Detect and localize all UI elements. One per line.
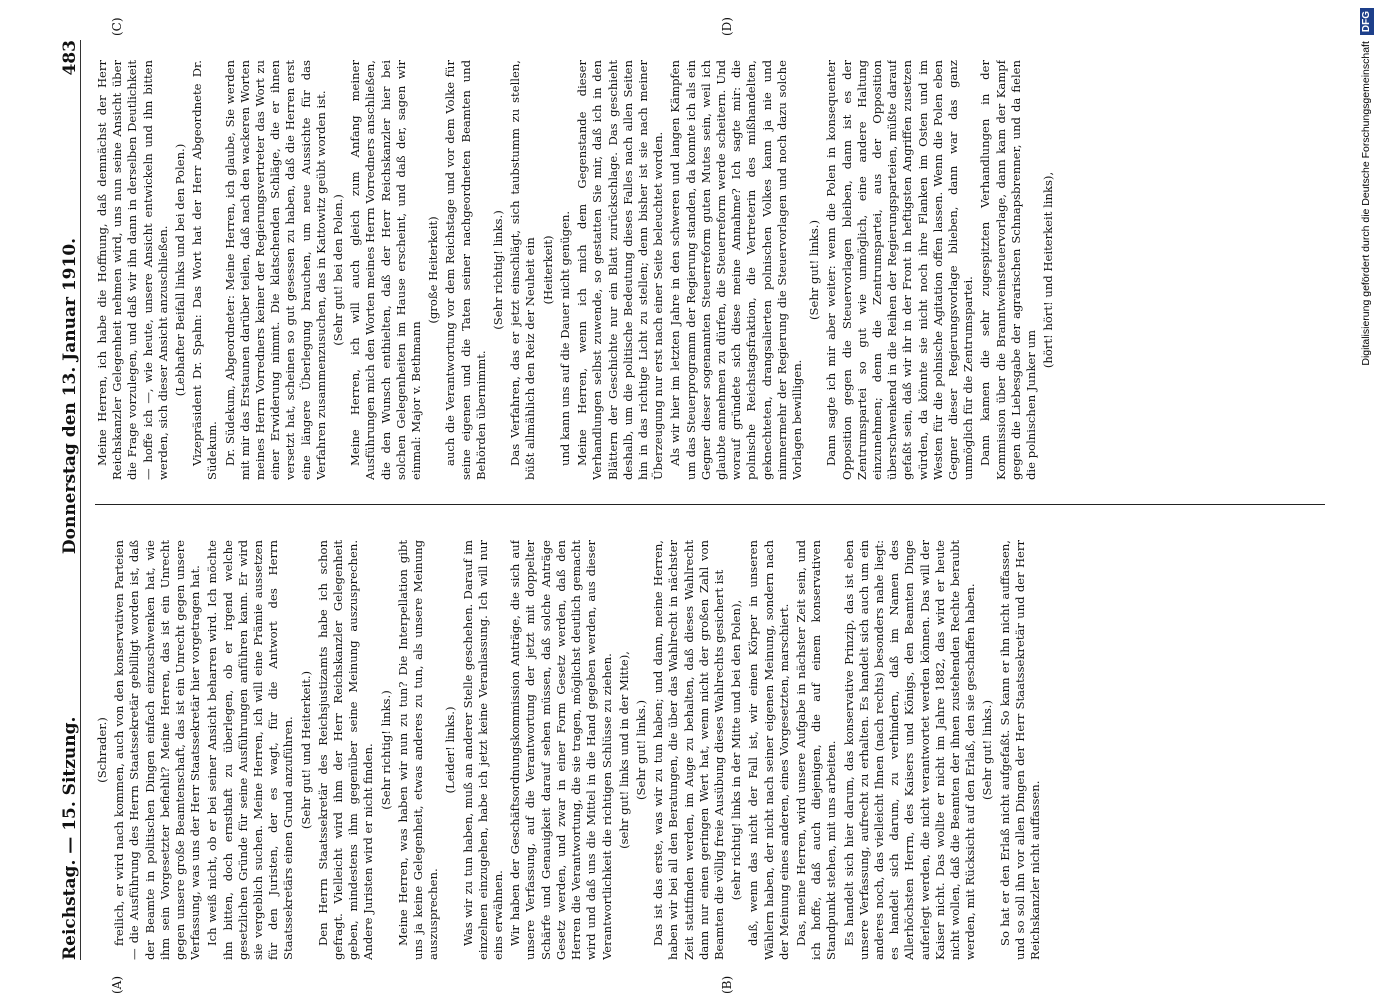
paragraph: Vizepräsident Dr. Spahn: Das Wort hat der Herr Abgeordnete Dr. Südekum. bbox=[190, 60, 220, 480]
header-session: Reichstag. — 15. Sitzung. bbox=[60, 716, 80, 960]
paragraph: Meine Herren, was haben wir nun zu tun? Die Interpellation gibt uns ja keine Gelegenheit, etwas anderes zu tun, als unsere Meinung auszusprechen. bbox=[395, 540, 441, 960]
interjection: (Lebhafter Beifall links und bei den Polen.) bbox=[173, 143, 188, 397]
page-number: 483 bbox=[60, 40, 80, 76]
paragraph: Dann sagte ich mir aber weiter: wenn die Polen in konsequenter Opposition gegen die Steuervorlagen bleiben, dann ist es der Zentrumspartei so gut wie unmöglich, eine andere Haltung einzunehmen; denn die Zentrumspartei, aus der Opposition überschwenkend in die Reihen der Regierungsparteien, müßte darauf gefaßt sein, daß wir ihr in der Front in heftigsten Angriffen zusetzen würden, da könnte sie nicht noch ihre Flanken im Osten und im Westen für die polnische Agitation offen lassen. Wenn die Polen eben Gegner dieser Regierungsvorlage blieben, dann war das ganz unmöglich für die Zentrumspartei. bbox=[824, 60, 976, 480]
paragraph: auch die Verantwortung vor dem Reichstage und vor dem Volke für seine eigenen und die Taten seiner nachgeordneten Beamten und Behörden übernimmt. bbox=[443, 60, 488, 480]
interjection: (Sehr gut! und Heiterkeit.) bbox=[298, 670, 313, 830]
paragraph: Das Verfahren, das er jetzt einschlägt, sich taubstumm zu stellen, büßt allmählich den Reiz der Neuheit ein bbox=[508, 60, 538, 480]
interjection: (Leider! links.) bbox=[443, 706, 458, 794]
paragraph: Was wir zu tun haben, muß an anderer Stelle geschehen. Darauf im einzelnen einzugehen, habe ich jetzt keine Veranlassung. Ich will nur eins erwähnen. bbox=[460, 540, 506, 960]
paragraph: daß, wenn das nicht der Fall ist, wir einen Körper in unseren Wählern haben, der nicht nach seiner eigenen Meinung, sondern nach der Meinung eines anderen, eines Vorgesetzten, marschiert. bbox=[746, 540, 791, 960]
header-date: Donnerstag den 13. Januar 1910. bbox=[60, 237, 80, 555]
paragraph: Es handelt sich hier darum, das konservative Prinzip, das ist eben unsere Verfassung, aufrecht zu erhalten. Es handelt sich auch um ein anderes noch, das vielleicht Ihnen (nach rechts) besonders nahe liegt: es handelt sich darum, zu verhindern, daß im Namen des Allerhöchsten Herrn, des Kaisers und Königs, den Beamten Dinge auferlegt werden, die nicht verantwortet werden können. Das will der Kaiser nicht. Das wollte er nicht im Jahre 1882, das wird er heute nicht wollen, daß die Beamten der ihnen zustehenden Rechte beraubt werden, mit Rücksicht auf den Erlaß, den sie geschaffen haben. bbox=[841, 540, 978, 960]
running-header bbox=[40, 40, 81, 960]
paragraph: und kann uns auf die Dauer nicht genügen. bbox=[557, 210, 572, 466]
digitization-credit bbox=[1355, 8, 1377, 992]
interjection: (sehr gut! links und in der Mitte), bbox=[616, 651, 631, 849]
dfg-logo: DFG bbox=[1360, 8, 1374, 35]
speaker-tag: (Schrader.) bbox=[95, 717, 109, 783]
interjection: (Sehr richtig! links.) bbox=[378, 690, 393, 810]
interjection: (Sehr gut! bei den Polen.) bbox=[331, 194, 346, 346]
paragraph: Meine Herren, ich will auch gleich zum Anfang meiner Ausführungen mich den Worten meines Herrn Vorredners anschließen, die den Wunsch enthielten, daß der Herr Reichskanzler hier bei solchen Gelegenheiten im Hause erscheint, und daß der, sagen wir einmal: Major v. Bethmann bbox=[348, 60, 424, 480]
paragraph: So hat er den Erlaß nicht aufgefaßt. So kann er ihn nicht auffassen, und so soll ihn vor allen Dingen der Herr Staatssekretär und der Herr Reichskanzler nicht auffassen. bbox=[997, 540, 1042, 960]
margin-mark-d: (D) bbox=[720, 17, 734, 36]
interjection: (Sehr gut! links.) bbox=[633, 700, 648, 800]
interjection: (hört! hört! und Heiterkeit links), bbox=[1041, 171, 1056, 369]
paragraph: Wir haben der Geschäftsordnungskommission Anträge, die sich auf unsere Verfassung, auf die Verantwortung der jetzt mit doppelter Schärfe und Genauigkeit darauf sehen müssen, daß solche Anträge Gesetz werden, und zwar in einer Form Gesetz werden, daß den Herren die Verantwortung, die sie tragen, möglichst deutlich gemacht wird und daß uns die Mittel in die Hand gegeben werden, aus dieser Verantwortlichkeit die richtigen Schlüsse zu ziehen. bbox=[508, 540, 614, 960]
page-body bbox=[40, 17, 1340, 994]
margin-mark-c: (C) bbox=[110, 17, 124, 36]
margin-mark-a: (A) bbox=[110, 975, 124, 994]
paragraph: Das, meine Herren, wird unsere Aufgabe in nächster Zeit sein, und ich hoffe, daß auch diejenigen, die auf einem konservativen Standpunkt stehen, mit uns arbeiten. bbox=[793, 540, 839, 960]
credit-text-wrapper bbox=[1355, 8, 1377, 992]
interjection: (Heiterkeit) bbox=[540, 235, 555, 305]
interjection: (sehr richtig! links in der Mitte und bei den Polen), bbox=[729, 599, 744, 901]
credit-text: Digitalisierung gefördert durch die Deutsche Forschungsgemeinschaft bbox=[1360, 41, 1372, 366]
paragraph: Den Herrn Staatssekretär des Reichsjustizamts habe ich schon gefragt. Vielleicht wird ihm der Herr Reichskanzler Gelegenheit geben, mindestens ihm gegenüber seine Meinung auszusprechen. Andere Juristen wird er nicht finden. bbox=[315, 540, 376, 960]
interjection: (große Heiterkeit) bbox=[426, 216, 441, 324]
margin-mark-b: (B) bbox=[720, 975, 734, 994]
paragraph: Dr. Südekum, Abgeordneter: Meine Herren, ich glaube, Sie werden mit mir das Erstaunen darüber teilen, daß nach den wackeren Worten meines Herrn Vorredners keiner der Regierungsvertreter das Wort zu einer Erwiderung nimmt. Die klatschenden Schläge, die er ihnen versetzt hat, scheinen so gut gesessen zu haben, daß die Herren erst eine längere Überlegung brauchen, um neue Aussichte für das Verfahren zusammenzusuchen, das in Kattowitz geübt worden ist. bbox=[222, 60, 328, 480]
paragraph: Das ist das erste, was wir zu tun haben; und dann, meine Herren, haben wir bei all den Beratungen, die über das Wahlrecht in nächster Zeit stattfinden werden, im Auge zu behalten, daß dieses Wahlrecht dann nur einen geringen Wert hat, wenn nicht der großen Zahl von Beamten die völlig freie Ausübung dieses Wahlrechts gesichert ist bbox=[651, 540, 726, 960]
interjection: (Sehr richtig! links.) bbox=[491, 210, 506, 330]
paragraph: Meine Herren, wenn ich mich dem Gegenstande dieser Verhandlungen selbst zuwende, so gestatten Sie mir, daß ich in den Blättern der Geschichte nur ein Blatt zurückschlage. Das geschieht deshalb, um die politische Bedeutung dieses Falles nach allen Seiten hin in das richtige Licht zu stellen; denn bisher ist sie nach meiner Überzeugung nur erst nach einer Seite beleuchtet worden. bbox=[575, 60, 666, 480]
interjection: (Sehr gut! links.) bbox=[980, 700, 995, 800]
column-divider bbox=[95, 504, 1325, 505]
paragraph: Dann kamen die sehr zugespitzten Verhandlungen in der Kommission über die Branntweinsteuervorlage, dann kam der Kampf gegen die Liebesgabe der agrarischen Schnapsbrenner, und da fielen die polnischen Junker um bbox=[978, 60, 1038, 480]
left-column bbox=[95, 540, 1325, 960]
right-column bbox=[95, 60, 1325, 480]
paragraph: Meine Herren, ich habe die Hoffnung, daß demnächst der Herr Reichskanzler Gelegenheit nehmen wird, uns nun seine Ansicht über die Frage vorzulegen, und daß wir ihn dann in derselben Deutlichkeit — hoffe ich —, wie heute, unsere Ansicht entwickeln und ihn bitten werden, sich dieser Ansicht anzuschließen. bbox=[95, 60, 170, 480]
paragraph: freilich, er wird nach kommen, auch von den konservativen Parteien — die Ausführung des Herrn Staatssekretär gebilligt worden ist, daß der Beamte in politischen Dingen einfach einzuschwenken hat, wie ihm sein Vorgesetzter befiehlt? Meine Herren, das ist ein Unrecht gegen unsere große Beamtenschaft, das ist ein Unrecht gegen unsere Verfassung, was uns der Herr Staatssekretär hier vorgetragen hat. bbox=[112, 540, 203, 960]
interjection: (Sehr gut! links.) bbox=[807, 220, 822, 320]
paragraph: Ich weiß nicht, ob er bei seiner Ansicht beharren wird. Ich möchte ihn bitten, doch ernsthaft zu überlegen, ob er irgend welche gesetzlichen Gründe für seine Ausführungen anführen kann. Er wird sie vergeblich suchen. Meine Herren, ich will eine Prämie aussetzen für den Juristen, der es wagt, für die Antwort des Herrn Staatssekretärs einen Grund anzuführen. bbox=[205, 540, 296, 960]
paragraph: Als wir hier im letzten Jahre in den schweren und langen Kämpfen um das Steuerprogramm der Regierung standen, da konnte ich als ein Gegner dieser sogenannten Steuerreform guten Mutes sein, weil ich glaubte annehmen zu dürfen, die Steuerreform werde scheitern. Und worauf gründete sich diese meine Annahme? Ich sagte mir: die polnische Reichstagsfraktion, die Vertreterin des mißhandelten, geknechteten, drangsalierten polnischen Volkes kann ja nie und nimmermehr der Regierung die Steuervorlagen und noch dazu solche Vorlagen bewilligen. bbox=[668, 60, 804, 480]
